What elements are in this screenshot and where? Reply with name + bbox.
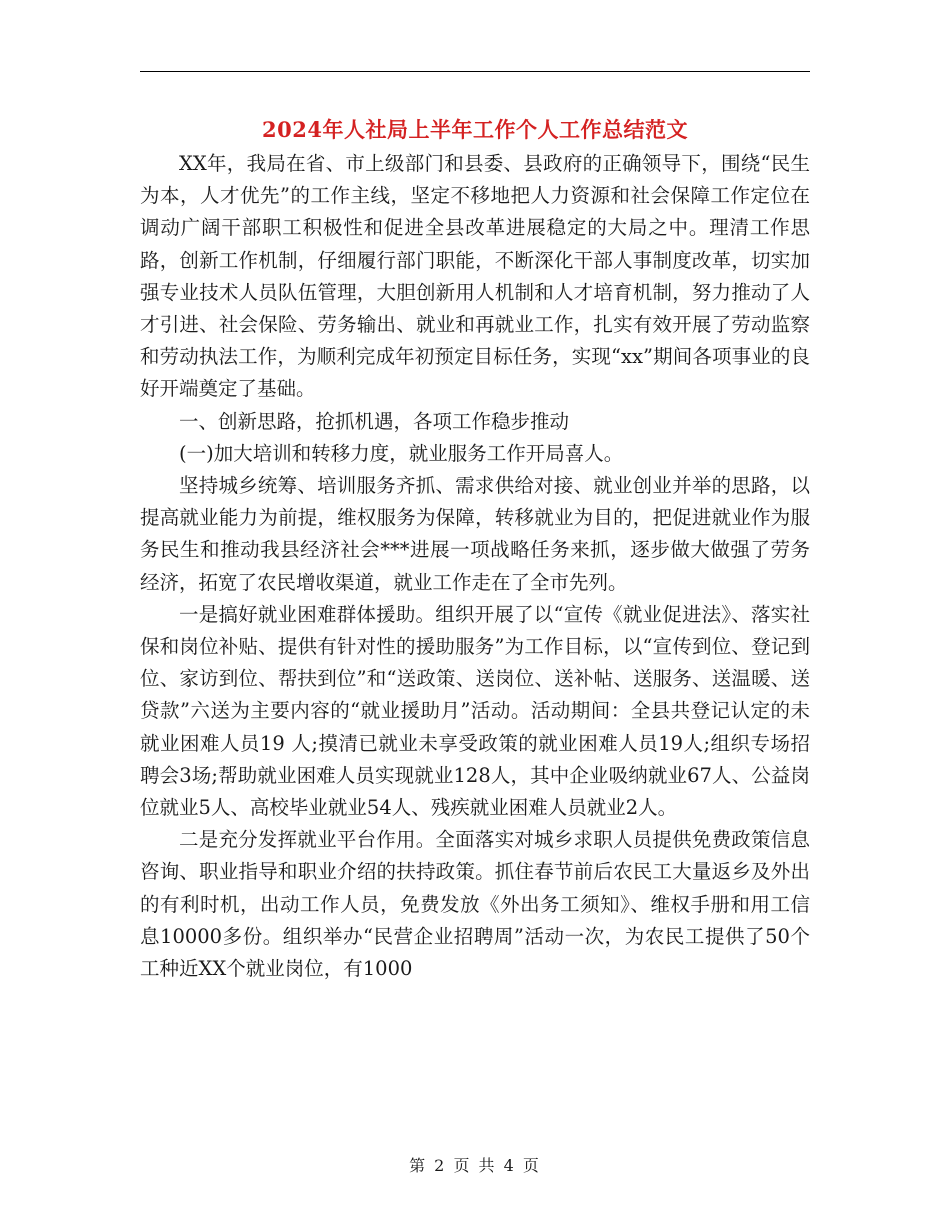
paragraph-assistance: 一是搞好就业困难群体援助。组织开展了以“宣传《就业促进法》、落实社保和岗位补贴、提供有针对性的援助服务”为工作目标，以“宣传到位、登记到位、家访到位、帮扶到位”和“送政策、送岗位、送补帖、送服务、送温暖、送贷款”六送为主要内容的“就业援助月”活动。活动期间：全县共登记认定的未就业困难人员19 人;摸清已就业未享受政策的就业困难人员19人;组织专场招聘会3场;帮助就业困难人员实现就业128人，其中企业吸纳就业67人、公益岗位就业5人、高校毕业就业54人、残疾就业困难人员就业2人。 [140,602,810,820]
paragraph-intro: XX年，我局在省、市上级部门和县委、县政府的正确领导下，围绕“民生为本，人才优先”的工作主线，坚定不移地把人力资源和社会保障工作定位在调动广阔干部职工积极性和促进全县改革进展稳定的大局之中。理清工作思路，创新工作机制，仔细履行部门职能，不断深化干部人事制度改革，切实加强专业技术人员队伍管理，大胆创新用人机制和人才培育机制，努力推动了人才引进、社会保险、劳务输出、就业和再就业工作，扎实有效开展了劳动监察和劳动执法工作，为顺利完成年初预定目标任务，实现“xx”期间各项事业的良好开端奠定了基础。 [140,152,810,401]
paragraph-employment-approach: 坚持城乡统筹、培训服务齐抓、需求供给对接、就业创业并举的思路，以提高就业能力为前提，维权服务为保障，转移就业为目的，把促进就业作为服务民生和推动我县经济社会***进展一项战略任务来抓，逐步做大做强了劳务经济，拓宽了农民增收渠道，就业工作走在了全市先列。 [140,474,810,594]
document-body [140,148,810,985]
section-heading-1: 一、创新思路，抢抓机遇，各项工作稳步推动 [179,409,570,433]
paragraph-platform: 二是充分发挥就业平台作用。全面落实对城乡求职人员提供免费政策信息咨询、职业指导和职业介绍的扶持政策。抓住春节前后农民工大量返乡及外出的有利时机，出动工作人员，免费发放《外出务工须知》、维权手册和用工信息10000多份。组织举办“民营企业招聘周”活动一次，为农民工提供了50个工种近XX个就业岗位，有1000 [140,828,810,981]
header-rule [140,71,810,72]
page-number: 第 2 页 共 4 页 [409,1156,541,1175]
subsection-heading-1: (一)加大培训和转移力度，就业服务工作开局喜人。 [179,441,624,465]
document-title: 2024年人社局上半年工作个人工作总结范文 [262,117,688,142]
